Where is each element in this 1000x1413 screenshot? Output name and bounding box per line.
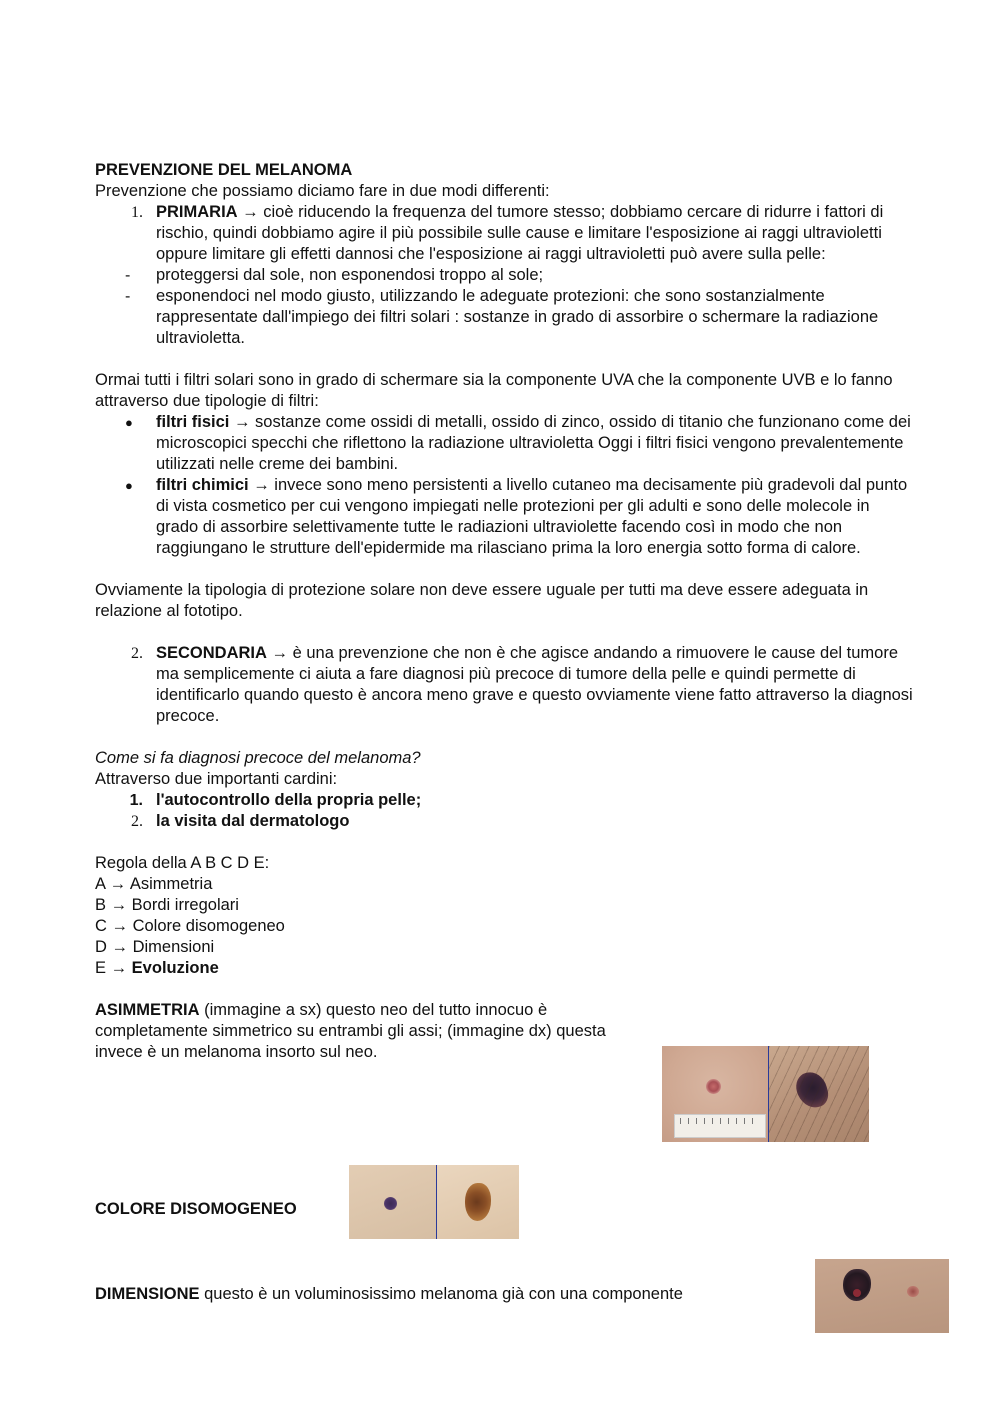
list-marker: 1. <box>131 204 143 221</box>
dimension-paragraph <box>95 1284 683 1305</box>
abcde-letter: C → <box>95 917 128 935</box>
dash-item <box>95 286 915 349</box>
dash-item-text: esponendoci nel modo giusto, utilizzando le adeguate protezioni: che sono sostanzialmente rappresentate dall'impiego dei filtri solari : sostanze in grado di assorbire o schermare la radiazione ultravioletta. <box>156 287 879 347</box>
uniform-mole-photo <box>349 1165 436 1239</box>
dash-marker: - <box>125 288 131 305</box>
dimension-label: DIMENSIONE <box>95 1285 200 1303</box>
cardinal-item <box>95 790 915 811</box>
abcde-title: Regola della A B C D E: <box>95 854 270 872</box>
benign-mole-photo <box>662 1046 768 1142</box>
phototype-note: Ovviamente la tipologia di protezione solare non deve essere uguale per tutti ma deve essere adeguata in relazione al fototipo. <box>95 581 869 620</box>
asymmetry-image <box>662 1046 869 1142</box>
small-mole <box>907 1286 919 1297</box>
dimension-image <box>815 1259 949 1333</box>
page-title: PREVENZIONE DEL MELANOMA <box>95 161 353 179</box>
filter-text: → sostanze come ossidi di metalli, ossido di zinco, ossido di titanio che funzionano come dei microscopici specchi che riflettono la radiazione ultravioletta Oggi i filtri fisici vengono prevalentemente utilizzati nelle creme dei bambini. <box>156 413 911 473</box>
asymmetry-label: ASIMMETRIA <box>95 1001 200 1019</box>
list-item-secondary <box>95 643 915 727</box>
dash-item <box>95 265 915 286</box>
color-image <box>349 1165 519 1239</box>
cardinal-text: l'autocontrollo della propria pelle; <box>156 791 422 809</box>
abcde-line <box>95 958 915 979</box>
abcde-letter: B → <box>95 896 128 914</box>
cardinal-text: la visita dal dermatologo <box>156 812 350 830</box>
abcde-text: Evoluzione <box>127 959 219 977</box>
question-text: Come si fa diagnosi precoce del melanoma? <box>95 749 421 767</box>
bullet-item <box>95 412 915 475</box>
secondary-text: → è una prevenzione che non è che agisce andando a rimuovere le cause del tumore ma semplicemente ci aiuta a fare diagnosi più precoce di tumore della pelle e quindi permette di identificarlo quando questo è ancora meno grave e questo ovviamente viene fatto attraverso la diagnosi precoce. <box>156 644 913 725</box>
abcde-text: Asimmetria <box>126 875 213 893</box>
primary-label: PRIMARIA <box>156 203 238 221</box>
asymmetry-paragraph <box>95 1000 615 1063</box>
intro-text: Prevenzione che possiamo diciamo fare in due modi differenti: <box>95 182 550 200</box>
list-marker: 2. <box>131 645 143 662</box>
filter-text: → invece sono meno persistenti a livello cutaneo ma decisamente più gradevoli dal punto di vista cosmetico per cui vengono impiegati nelle protezioni per gli adulti e sono delle molecole in grado di assorbire selettivamente tutte le radiazioni ultraviolette facendo così in modo che non raggiungano le strutture dell'epidermide ma rilasciano prima la loro energia sotto forma di calore. <box>156 476 908 557</box>
list-item-primary <box>95 202 915 265</box>
dimension-text: questo è un voluminosissimo melanoma già con una componente <box>199 1285 683 1303</box>
abcde-letter: E → <box>95 959 128 977</box>
primary-text: → cioè riducendo la frequenza del tumore stesso; dobbiamo cercare di ridurre i fattori di rischio, quindi dobbiamo agire il più possibile sulle cause e limitare l'esposizione ai raggi ultravioletti oppure limitare gli effetti dannosi che l'esposizione ai raggi ultravioletti può avere sulla pelle: <box>156 203 884 263</box>
abcde-text: Colore disomogeneo <box>128 917 285 935</box>
bullet-marker: ● <box>125 415 133 430</box>
abcde-letter: D → <box>95 938 128 956</box>
filter-label: filtri fisici <box>156 413 230 431</box>
list-marker: 2. <box>131 813 143 830</box>
abcde-line <box>95 916 915 937</box>
dash-marker: - <box>125 267 131 284</box>
color-label: COLORE DISOMOGENEO <box>95 1200 297 1218</box>
list-marker: 1. <box>129 792 143 809</box>
abcde-line <box>95 895 915 916</box>
bullet-item <box>95 475 915 559</box>
document-body <box>95 160 915 1063</box>
abcde-line <box>95 874 915 895</box>
asymmetry-text: (immagine a sx) questo neo del tutto innocuo è completamente simmetrico su entrambi gli assi; (immagine dx) questa invece è un melanoma insorto sul neo. <box>95 1001 606 1061</box>
melanoma-photo <box>769 1046 869 1142</box>
secondary-label: SECONDARIA <box>156 644 267 662</box>
cardinals-intro: Attraverso due importanti cardini: <box>95 770 338 788</box>
dash-item-text: proteggersi dal sole, non esponendosi troppo al sole; <box>156 266 544 284</box>
bullet-marker: ● <box>125 478 133 493</box>
uneven-mole-photo <box>437 1165 519 1239</box>
cardinal-item <box>95 811 915 832</box>
filter-label: filtri chimici <box>156 476 249 494</box>
abcde-line <box>95 937 915 958</box>
abcde-letter: A → <box>95 875 127 893</box>
abcde-text: Bordi irregolari <box>127 896 239 914</box>
filters-intro: Ormai tutti i filtri solari sono in grado di schermare sia la componente UVA che la componente UVB e lo fanno attraverso due tipologie di filtri: <box>95 371 893 410</box>
abcde-text: Dimensioni <box>128 938 215 956</box>
